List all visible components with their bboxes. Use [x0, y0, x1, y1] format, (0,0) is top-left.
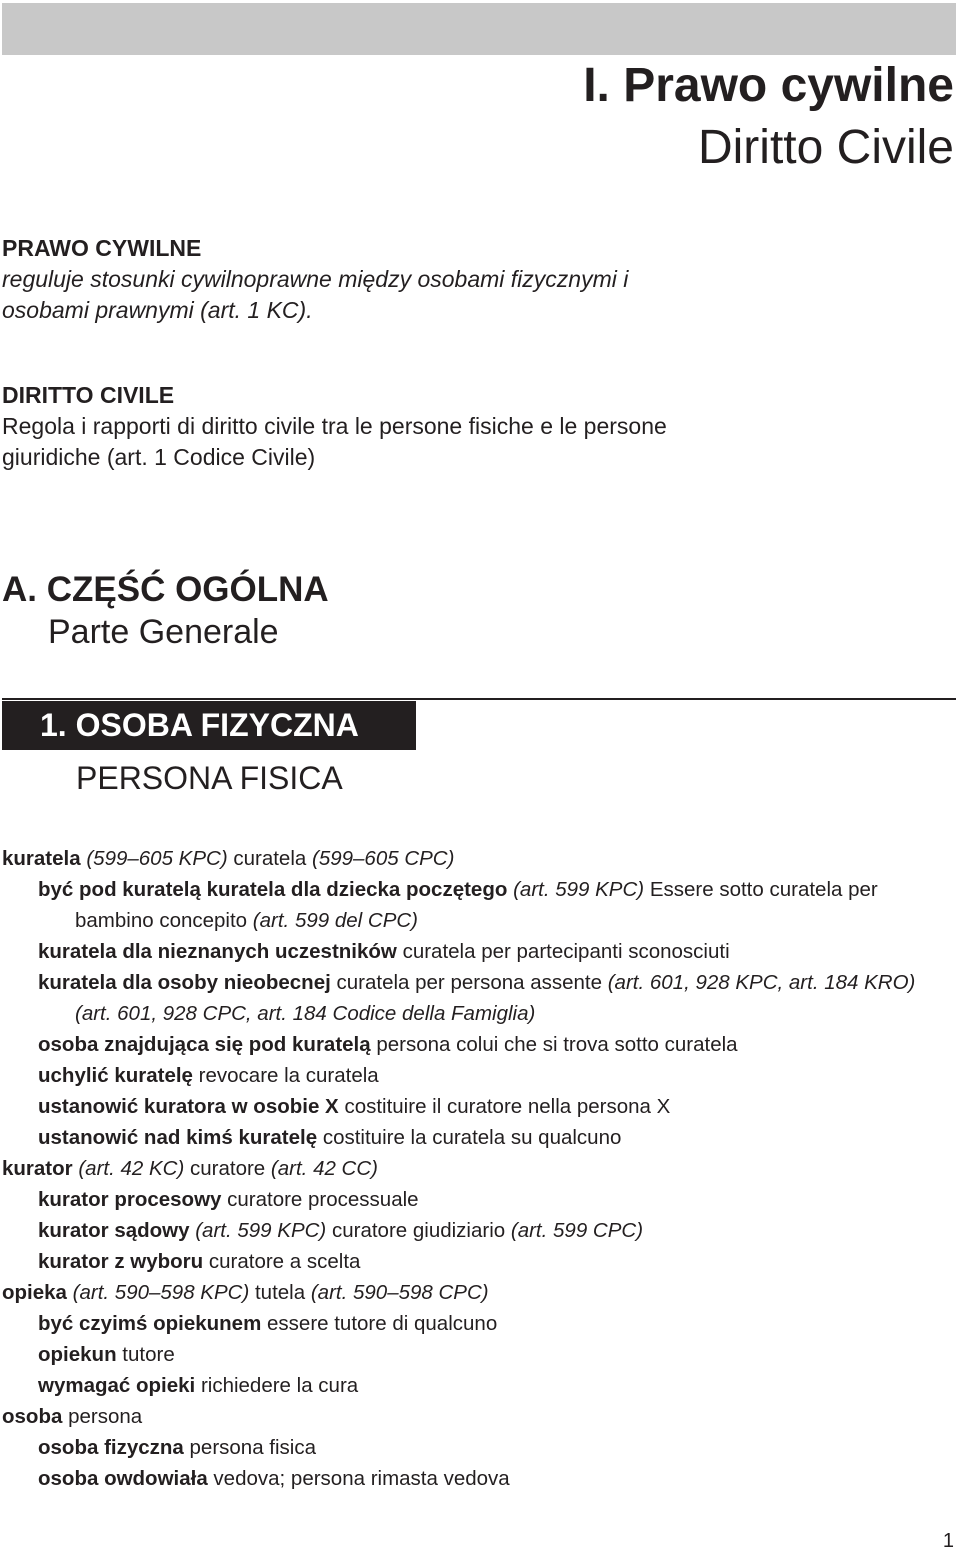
entry-reference-italian: (art. 590–598 CPC) [310, 1281, 489, 1304]
entry-term-polish: kurator procesowy [38, 1188, 222, 1211]
glossary-entry [2, 1153, 952, 1184]
entry-term-italian: tutela [254, 1281, 306, 1304]
entry-term-polish: kurator z wyboru [38, 1250, 204, 1273]
glossary-entry [2, 1060, 952, 1091]
entry-term-italian: curatela per persona assente [336, 971, 603, 994]
entry-reference-polish: (art. 590–598 KPC) [72, 1281, 250, 1304]
entry-term-polish: uchylić kuratelę [38, 1064, 193, 1087]
glossary-entry [2, 967, 952, 1029]
glossary-entry [2, 1122, 952, 1153]
definition-text: Regola i rapporti di diritto civile tra le persone fisiche e le persone giuridiche (art. 1 Codice Civile) [2, 413, 667, 470]
definition-italian [2, 380, 702, 473]
entry-term-polish: kuratela dla nieznanych uczestników [38, 940, 397, 963]
entry-term-polish: osoba fizyczna [38, 1436, 184, 1459]
entry-reference-italian: (art. 599 CPC) [510, 1219, 644, 1242]
glossary-entry [2, 1184, 952, 1215]
definition-heading: PRAWO CYWILNE [2, 235, 202, 261]
definition-heading: DIRITTO CIVILE [2, 382, 175, 408]
glossary-entry [2, 1029, 952, 1060]
entry-term-italian: curatela [233, 847, 307, 870]
entry-term-polish: kurator [2, 1157, 73, 1180]
entry-term-polish: opiekun [38, 1343, 117, 1366]
section-subtitle: Parte Generale [48, 613, 279, 651]
entry-term-polish: być pod kuratelą kuratela dla dziecka poczętego [38, 878, 508, 901]
glossary-entry [2, 843, 952, 874]
entry-term-italian: richiedere la cura [200, 1374, 359, 1397]
subsection-subtitle: PERSONA FISICA [76, 760, 343, 796]
entry-term-polish: być czyimś opiekunem [38, 1312, 262, 1335]
entry-reference-polish: (599–605 KPC) [86, 847, 228, 870]
definition-polish [2, 233, 702, 326]
entry-reference-italian: (art. 599 del CPC) [252, 909, 418, 932]
entry-term-italian: vedova; persona rimasta vedova [213, 1467, 510, 1490]
entry-term-polish: osoba [2, 1405, 63, 1428]
glossary-entry [2, 1401, 952, 1432]
entry-term-polish: osoba znajdująca się pod kuratelą [38, 1033, 371, 1056]
entry-term-italian: costituire la curatela su qualcuno [322, 1126, 622, 1149]
entry-term-polish: opieka [2, 1281, 67, 1304]
glossary-entry [2, 1091, 952, 1122]
glossary-entry [2, 936, 952, 967]
entry-term-polish: kuratela dla osoby nieobecnej [38, 971, 331, 994]
subsection-title: 1. OSOBA FIZYCZNA [2, 701, 416, 750]
entry-term-polish: kurator sądowy [38, 1219, 190, 1242]
entry-term-polish: ustanowić nad kimś kuratelę [38, 1126, 318, 1149]
glossary-entry [2, 1370, 952, 1401]
header-bar [2, 3, 956, 55]
entry-term-italian: curatore processuale [227, 1188, 419, 1211]
entry-term-italian: curatore [190, 1157, 266, 1180]
definition-text: reguluje stosunki cywilnoprawne między osobami fizycznymi i osobami prawnymi (art. 1 KC). [2, 266, 629, 323]
glossary-entry [2, 1277, 952, 1308]
entry-term-italian: curatore giudiziario [331, 1219, 506, 1242]
entry-term-polish: wymagać opieki [38, 1374, 196, 1397]
page-number: 1 [942, 1530, 954, 1552]
entry-term-italian: Essere sotto curatela per bambino concepito [75, 878, 878, 932]
entry-term-italian: curatore a scelta [208, 1250, 361, 1273]
glossary-entry [2, 1215, 952, 1246]
glossary-entry [2, 1308, 952, 1339]
entry-reference-polish: (art. 42 KC) [78, 1157, 185, 1180]
section-title: A. CZĘŚĆ OGÓLNA [2, 570, 329, 609]
glossary-entry [2, 874, 952, 936]
section-divider [2, 698, 956, 700]
entry-term-italian: revocare la curatela [198, 1064, 379, 1087]
entry-term-italian: curatela per partecipanti sconosciuti [402, 940, 730, 963]
entry-term-italian: costituire il curatore nella persona X [344, 1095, 671, 1118]
entry-reference-polish: (art. 599 KPC) [195, 1219, 327, 1242]
chapter-title: I. Prawo cywilne [583, 59, 954, 112]
entry-reference-italian: (599–605 CPC) [312, 847, 455, 870]
glossary-entry [2, 1463, 952, 1494]
glossary-list [2, 843, 952, 1494]
glossary-entry [2, 1432, 952, 1463]
glossary-entry [2, 1339, 952, 1370]
entry-term-italian: persona fisica [189, 1436, 316, 1459]
glossary-entry [2, 1246, 952, 1277]
entry-term-polish: kuratela [2, 847, 81, 870]
chapter-subtitle: Diritto Civile [697, 121, 954, 174]
entry-term-italian: essere tutore di qualcuno [267, 1312, 498, 1335]
entry-term-italian: persona [68, 1405, 143, 1428]
entry-reference-italian: (art. 601, 928 KPC, art. 184 KRO) (art. 601, 928 CPC, art. 184 Codice della Famiglia) [75, 971, 916, 1025]
entry-reference-italian: (art. 42 CC) [270, 1157, 378, 1180]
entry-term-polish: osoba owdowiała [38, 1467, 208, 1490]
entry-reference-polish: (art. 599 KPC) [513, 878, 645, 901]
entry-term-italian: persona colui che si trova sotto curatela [376, 1033, 738, 1056]
entry-term-italian: tutore [122, 1343, 175, 1366]
entry-term-polish: ustanowić kuratora w osobie X [38, 1095, 339, 1118]
